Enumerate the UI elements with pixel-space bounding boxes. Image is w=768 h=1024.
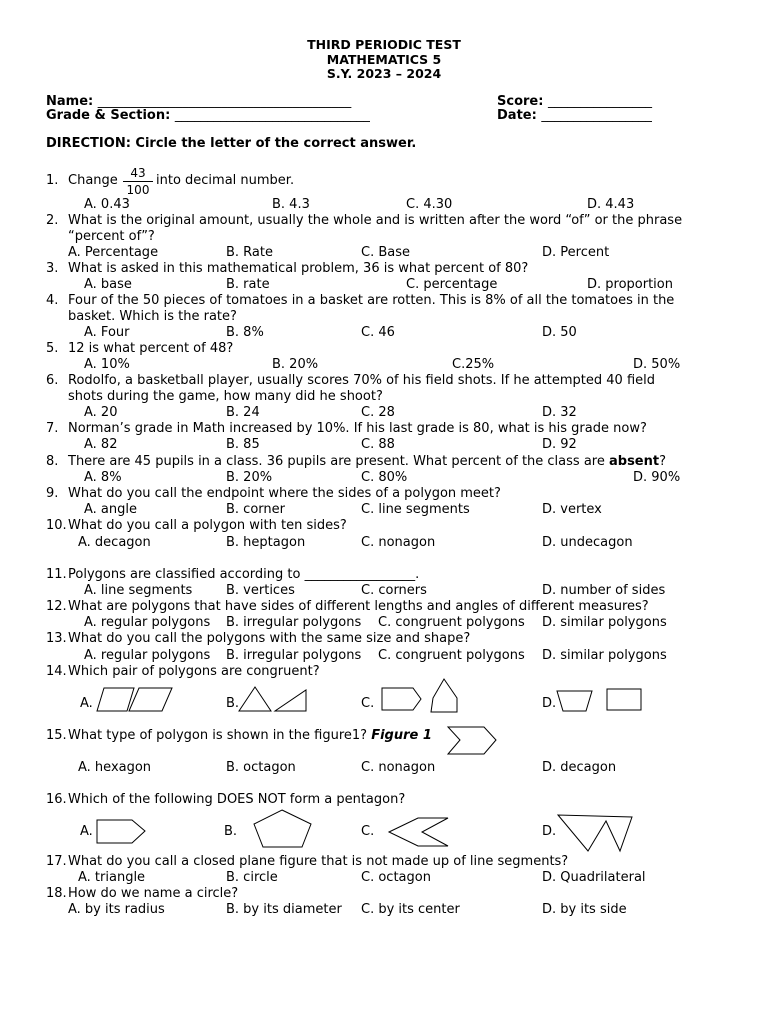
choice-c[interactable]: C. line segments (361, 502, 470, 517)
question-text: Norman’s grade in Math increased by 10%. If his last grade is 80, what is his grade now? (68, 421, 647, 436)
choice-c[interactable]: C. 80% (361, 470, 408, 485)
fraction-numerator: 43 (123, 166, 153, 182)
choice-c[interactable]: C. 28 (361, 405, 395, 420)
choice-a[interactable]: A. (80, 824, 93, 839)
choice-b[interactable]: B. (224, 824, 238, 839)
name-label: Name: (46, 94, 94, 109)
choice-d[interactable]: D. 32 (542, 405, 577, 420)
subject-title: MATHEMATICS 5 (326, 51, 442, 67)
choice-d[interactable]: D. 92 (542, 437, 577, 452)
choice-d[interactable]: D. similar polygons (542, 648, 667, 663)
arrow-pentagon-figure (96, 819, 148, 845)
choice-d[interactable]: D. similar polygons (542, 615, 667, 630)
choice-d[interactable]: D. 50 (542, 325, 577, 340)
choice-b[interactable]: B. octagon (226, 760, 296, 775)
parallelogram-pair-figure (96, 687, 176, 713)
choice-d[interactable]: D. undecagon (542, 535, 633, 550)
regular-pentagon-figure (252, 809, 314, 849)
fraction-denominator: 100 (126, 183, 150, 197)
question-text: What do you call a closed plane figure that is not made up of line segments? (68, 854, 569, 869)
question-text (68, 454, 666, 470)
score-blank[interactable]: ________________ (547, 94, 652, 109)
choice-b[interactable]: B. corner (226, 502, 285, 517)
choice-b[interactable]: B. by its diameter (226, 902, 342, 917)
choice-c[interactable]: C. corners (361, 583, 427, 598)
choice-a[interactable]: A. regular polygons (84, 615, 211, 630)
choice-c[interactable]: C. Base (361, 245, 410, 260)
question-number: 14. (46, 664, 67, 679)
choice-a[interactable]: A. decagon (78, 535, 151, 550)
choice-d[interactable]: D. 50% (633, 357, 681, 372)
choice-a[interactable]: A. regular polygons (84, 648, 211, 663)
question-mark: ? (659, 454, 666, 469)
question-text: shots during the game, how many did he shoot? (68, 389, 383, 404)
choice-b[interactable]: B. 24 (226, 405, 260, 420)
choice-d[interactable]: D. 90% (633, 470, 681, 485)
choice-a[interactable]: A. by its radius (68, 902, 165, 917)
question-text: basket. Which is the rate? (68, 309, 237, 324)
question-text: Four of the 50 pieces of tomatoes in a basket are rotten. This is 8% of all the tomatoes in the (68, 293, 675, 308)
question-number: 10. (46, 518, 67, 533)
choice-b[interactable]: B. irregular polygons (226, 615, 362, 630)
zigzag-polygon-figure (556, 813, 636, 857)
question-text: What do you call the endpoint where the sides of a polygon meet? (68, 486, 501, 501)
school-year: S.Y. 2023 – 2024 (326, 66, 442, 81)
grade-section-label: Grade & Section: (46, 108, 171, 123)
question-text-main: What type of polygon is shown in the figure1? (68, 728, 368, 743)
choice-d[interactable]: D. Percent (542, 245, 610, 260)
score-field[interactable] (497, 94, 652, 109)
question-text (68, 728, 432, 744)
choice-d[interactable]: D. Quadrilateral (542, 870, 646, 885)
question-text: What do you call the polygons with the same size and shape? (68, 631, 471, 646)
question-number: 5. (46, 341, 59, 356)
question-text: Change (68, 173, 118, 188)
choice-b[interactable]: B. 4.3 (272, 197, 310, 212)
choice-a[interactable]: A. Percentage (68, 245, 159, 260)
question-number: 6. (46, 373, 59, 388)
choice-c[interactable]: C. nonagon (361, 760, 436, 775)
choice-a[interactable]: A. line segments (84, 583, 193, 598)
choice-a[interactable]: A. 10% (84, 357, 130, 372)
choice-a[interactable]: A. hexagon (78, 760, 152, 775)
question-number: 9. (46, 486, 59, 501)
choice-c[interactable]: C. 88 (361, 437, 395, 452)
choice-b[interactable]: B. vertices (226, 583, 295, 598)
choice-c[interactable]: C. (361, 824, 375, 839)
choice-b[interactable]: B. circle (226, 870, 278, 885)
choice-d[interactable]: D. proportion (587, 277, 673, 292)
choice-c[interactable]: C. congruent polygons (378, 648, 525, 663)
concave-pentagon-figure (388, 816, 452, 848)
choice-a[interactable]: A. 8% (84, 470, 122, 485)
choice-c[interactable]: C. octagon (361, 870, 431, 885)
trapezoid-rectangle-figure (556, 688, 646, 714)
choice-b[interactable]: B. (226, 696, 240, 711)
choice-b[interactable]: B. irregular polygons (226, 648, 362, 663)
choice-c[interactable]: C. congruent polygons (378, 615, 525, 630)
question-text: Which of the following DOES NOT form a pentagon? (68, 792, 406, 807)
choice-c[interactable]: C. 46 (361, 325, 395, 340)
choice-b[interactable]: B. 8% (226, 325, 264, 340)
question-text: 12 is what percent of 48? (68, 341, 234, 356)
question-text: What is asked in this mathematical problem, 36 is what percent of 80? (68, 261, 529, 276)
question-number: 15. (46, 728, 67, 743)
question-text: What are polygons that have sides of different lengths and angles of different measures? (68, 599, 649, 614)
choice-c[interactable]: C. (361, 696, 375, 711)
question-number: 3. (46, 261, 59, 276)
question-number: 16. (46, 792, 67, 807)
choice-a[interactable]: A. 0.43 (84, 197, 130, 212)
date-label: Date: (497, 108, 537, 123)
triangle-pair-figure (238, 686, 310, 714)
choice-a[interactable]: A. angle (84, 502, 137, 517)
choice-c[interactable]: C. by its center (361, 902, 460, 917)
question-text: into decimal number. (156, 173, 295, 188)
pentagon-pair-figure (381, 678, 461, 714)
question-text: What do you call a polygon with ten sides? (68, 518, 347, 533)
choice-d[interactable]: D. by its side (542, 902, 627, 917)
question-text-main: There are 45 pupils in a class. 36 pupils are present. What percent of the class are (68, 454, 605, 469)
direction-text: DIRECTION: Circle the letter of the correct answer. (46, 136, 417, 151)
choice-d[interactable]: D. 4.43 (587, 197, 635, 212)
choice-c[interactable]: C.25% (452, 357, 495, 372)
question-number: 8. (46, 454, 59, 469)
grade-section-blank[interactable]: ______________________________ (174, 108, 370, 123)
choice-b[interactable]: B. 20% (272, 357, 319, 372)
figure-label: Figure 1 (371, 728, 432, 743)
question-text: Rodolfo, a basketball player, usually scores 70% of his field shots. If he attempted 40 field (68, 373, 655, 388)
date-field[interactable] (497, 108, 652, 123)
choice-b[interactable]: B. 85 (226, 437, 260, 452)
question-text: What is the original amount, usually the whole and is written after the word “of” or the phrase (68, 213, 683, 228)
question-number: 7. (46, 421, 59, 436)
test-title: THIRD PERIODIC TEST (307, 37, 461, 52)
choice-a[interactable]: A. Four (84, 325, 130, 340)
choice-d[interactable]: D. number of sides (542, 583, 666, 598)
name-field[interactable] (46, 94, 351, 109)
choice-b[interactable]: B. Rate (226, 245, 273, 260)
question-text: Which pair of polygons are congruent? (68, 664, 320, 679)
question-number: 4. (46, 293, 59, 308)
choice-a[interactable]: A. 20 (84, 405, 118, 420)
score-label: Score: (497, 94, 544, 109)
choice-d[interactable]: D. (542, 824, 557, 839)
choice-d[interactable]: D. vertex (542, 502, 602, 517)
question-number: 17. (46, 854, 67, 869)
fraction (123, 166, 153, 197)
choice-d[interactable]: D. decagon (542, 760, 617, 775)
choice-b[interactable]: B. 20% (226, 470, 273, 485)
choice-a[interactable]: A. base (84, 277, 132, 292)
choice-c[interactable]: C. percentage (406, 277, 498, 292)
question-number: 18. (46, 886, 67, 901)
choice-d[interactable]: D. (542, 696, 557, 711)
question-number: 2. (46, 213, 59, 228)
test-header (0, 38, 768, 82)
choice-c[interactable]: C. 4.30 (406, 197, 453, 212)
question-number: 11. (46, 567, 67, 582)
question-text: “percent of”? (68, 229, 155, 244)
grade-section-field[interactable] (46, 108, 370, 123)
choice-a[interactable]: A. (80, 696, 93, 711)
choice-c[interactable]: C. nonagon (361, 535, 436, 550)
choice-b[interactable]: B. heptagon (226, 535, 306, 550)
question-number: 13. (46, 631, 67, 646)
emphasis-absent: absent (608, 454, 660, 469)
choice-a[interactable]: A. 82 (84, 437, 118, 452)
question-number: 1. (46, 173, 59, 188)
choice-a[interactable]: A. triangle (78, 870, 146, 885)
question-text: How do we name a circle? (68, 886, 239, 901)
date-blank[interactable]: _________________ (541, 108, 652, 123)
question-number: 12. (46, 599, 67, 614)
hexagon-arrow-figure (446, 726, 498, 756)
question-text: Polygons are classified according to _________________. (68, 567, 420, 582)
name-blank[interactable]: _______________________________________ (97, 94, 352, 109)
choice-b[interactable]: B. rate (226, 277, 270, 292)
